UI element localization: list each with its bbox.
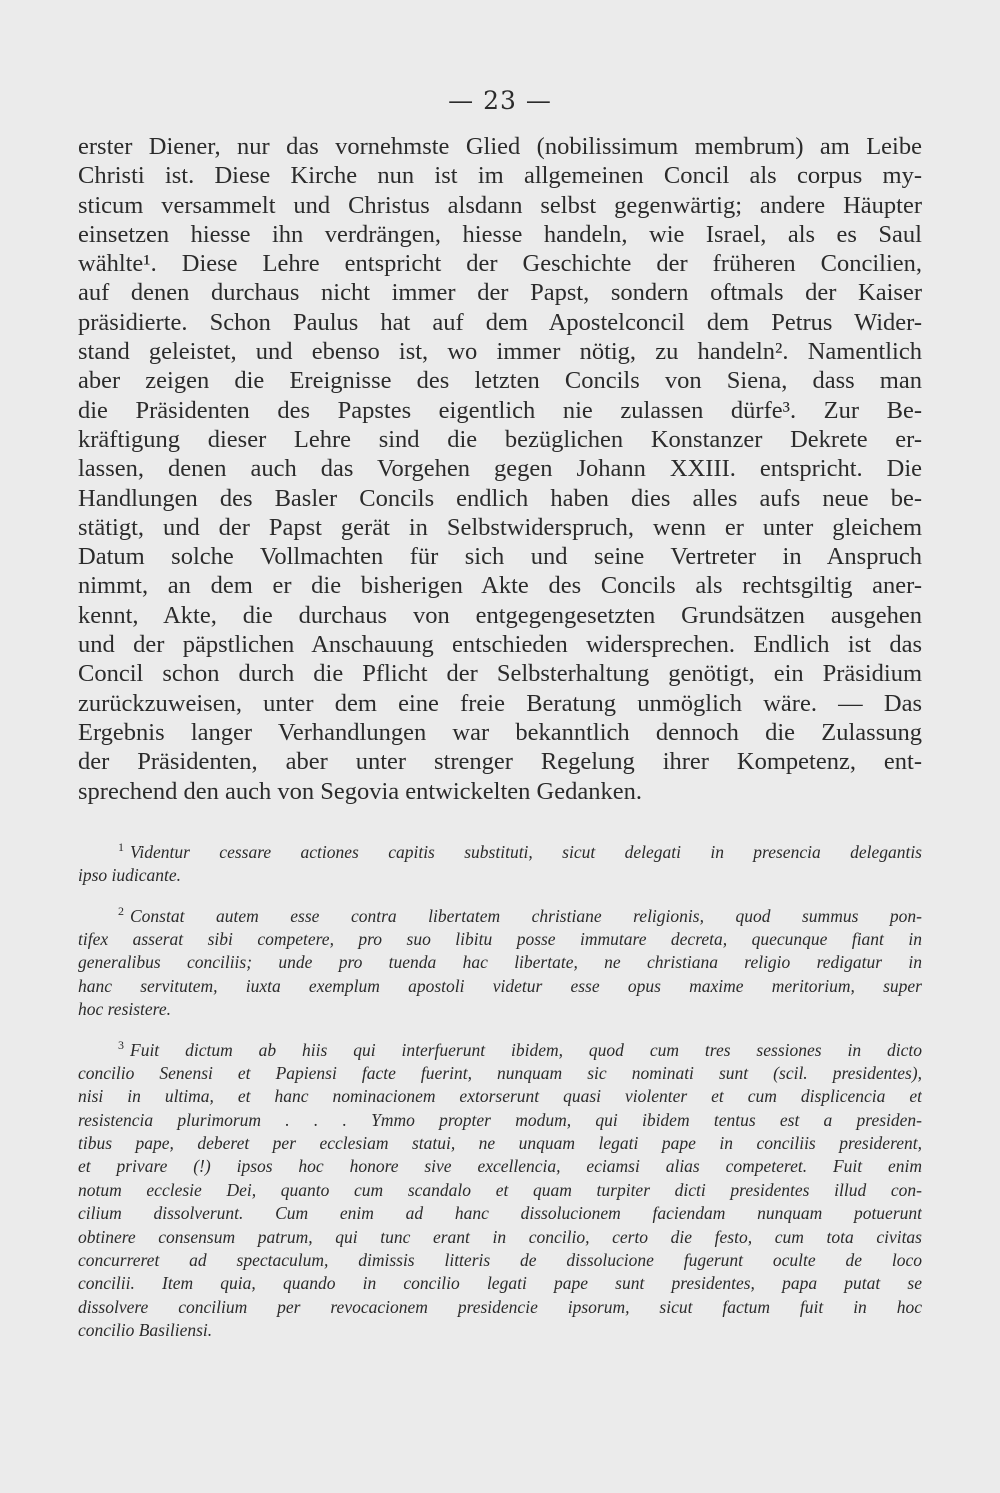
footnote-mark: 3 bbox=[118, 1037, 124, 1052]
body-line: erster Diener, nur das vornehmste Glied (nobilissimum membrum) am Leibe bbox=[78, 133, 922, 160]
body-line: sprechend den auch von Segovia entwickelten Gedanken. bbox=[78, 777, 642, 805]
footnote-text: Constat autem esse contra libertatem christiane religionis, quod summus pon- bbox=[130, 905, 922, 926]
body-line: aber zeigen die Ereignisse des letzten Concils von Siena, dass man bbox=[78, 367, 922, 395]
footnote-line bbox=[78, 900, 922, 928]
footnote-line bbox=[78, 836, 922, 864]
footnote-line: resistencia plurimorum . . . Ymmo propter modum, qui ibidem tentus est a presiden- bbox=[78, 1109, 922, 1130]
footnote-3 bbox=[78, 1034, 922, 1343]
body-line: auf denen durchaus nicht immer der Papst, sondern oftmals der Kaiser bbox=[78, 279, 922, 307]
body-line: Christi ist. Diese Kirche nun ist im allgemeinen Concil als corpus my- bbox=[78, 162, 922, 190]
footnote-2 bbox=[78, 900, 922, 1022]
body-line: Handlungen des Basler Concils endlich haben dies alles aufs neue be- bbox=[78, 484, 922, 512]
body-line: sticum versammelt und Christus alsdann selbst gegenwärtig; andere Häupter bbox=[78, 191, 922, 219]
footnote-mark: 1 bbox=[118, 840, 124, 854]
body-line: wählte¹. Diese Lehre entspricht der Geschichte der früheren Concilien, bbox=[78, 250, 922, 278]
body-line: und der päpstlichen Anschauung entschieden widersprechen. Endlich ist das bbox=[78, 631, 922, 659]
body-line: zurückzuweisen, unter dem eine freie Beratung unmöglich wäre. — Das bbox=[78, 689, 922, 717]
footnote-line: concurreret ad spectaculum, dimissis litteris de dissolucione fugerunt oculte de loco bbox=[78, 1249, 922, 1270]
body-line: Concil schon durch die Pflicht der Selbsterhaltung genötigt, ein Präsidium bbox=[78, 660, 922, 688]
footnote-line: ipso iudicante. bbox=[78, 865, 182, 886]
footnote-1 bbox=[78, 836, 922, 888]
footnote-line: dissolvere concilium per revocacionem presidencie ipsorum, sicut factum fuit in hoc bbox=[78, 1296, 922, 1317]
body-line: stand geleistet, und ebenso ist, wo immer nötig, zu handeln². Namentlich bbox=[78, 338, 922, 366]
body-line: Ergebnis langer Verhandlungen war bekanntlich dennoch die Zulassung bbox=[78, 718, 922, 746]
body-line: die Präsidenten des Papstes eigentlich nie zulassen dürfe³. Zur Be- bbox=[78, 396, 922, 424]
footnote-line: nisi in ultima, et hanc nominacionem extorserunt quasi violenter et cum displicencia et bbox=[78, 1086, 922, 1107]
footnote-line: obtinere consensum patrum, qui tunc erant in concilio, certo die festo, cum tota civitas bbox=[78, 1226, 922, 1247]
footnote-line: cilium dissolverunt. Cum enim ad hanc dissolucionem faciendam nunquam potuerunt bbox=[78, 1203, 922, 1224]
footnote-text: Videntur cessare actiones capitis substituti, sicut delegati in presencia delegantis bbox=[130, 841, 922, 862]
footnote-line: notum ecclesie Dei, quanto cum scandalo et quam turpiter dicti presidentes illud con- bbox=[78, 1179, 922, 1200]
footnote-mark: 2 bbox=[118, 903, 124, 918]
body-line: Datum solche Vollmachten für sich und seine Vertreter in Anspruch bbox=[78, 543, 922, 571]
body-line: der Präsidenten, aber unter strenger Regelung ihrer Kompetenz, ent- bbox=[78, 748, 922, 776]
footnote-line: tibus pape, deberet per ecclesiam statui, ne unquam legati pape in conciliis presiderent, bbox=[78, 1132, 922, 1153]
footnote-line: generalibus conciliis; unde pro tuenda hac libertate, ne christiana religio redigatur in bbox=[78, 952, 922, 973]
page-number: — 23 — bbox=[448, 86, 552, 115]
body-line: kennt, Akte, die durchaus von entgegengesetzten Grundsätzen ausgehen bbox=[78, 601, 922, 629]
footnote-line bbox=[78, 1034, 922, 1062]
footnote-line: concilii. Item quia, quando in concilio legati pape sunt presidentes, papa putat se bbox=[78, 1273, 922, 1294]
footnotes bbox=[78, 836, 922, 1355]
footnote-line: concilio Basiliensi. bbox=[78, 1320, 213, 1341]
body-line: stätigt, und der Papst gerät in Selbstwiderspruch, wenn er unter gleichem bbox=[78, 513, 922, 541]
body-line: lassen, denen auch das Vorgehen gegen Johann XXIII. entspricht. Die bbox=[78, 455, 922, 483]
footnote-text: Fuit dictum ab hiis qui interfuerunt ibidem, quod cum tres sessiones in dicto bbox=[130, 1039, 922, 1060]
body-line: präsidierte. Schon Paulus hat auf dem Apostelconcil dem Petrus Wider- bbox=[78, 308, 922, 336]
main-text bbox=[78, 132, 922, 806]
footnote-line: tifex asserat sibi competere, pro suo libitu posse immutare decreta, quecunque fiant in bbox=[78, 928, 922, 949]
footnote-line: concilio Senensi et Papiensi facte fuerint, nunquam sic nominati sunt (scil. presidentes), bbox=[78, 1062, 922, 1083]
footnote-line: et privare (!) ipsos hoc honore sive excellencia, eciamsi alias competeret. Fuit enim bbox=[78, 1156, 922, 1177]
body-line: nimmt, an dem er die bisherigen Akte des Concils als rechtsgiltig aner- bbox=[78, 572, 922, 600]
body-line: kräftigung dieser Lehre sind die bezüglichen Konstanzer Dekrete er- bbox=[78, 425, 922, 453]
footnote-line: hoc resistere. bbox=[78, 999, 171, 1020]
footnote-line: hanc servitutem, iuxta exemplum apostoli videtur esse opus maxime meritorium, super bbox=[78, 975, 922, 996]
body-line: einsetzen hiesse ihn verdrängen, hiesse handeln, wie Israel, als es Saul bbox=[78, 220, 922, 248]
